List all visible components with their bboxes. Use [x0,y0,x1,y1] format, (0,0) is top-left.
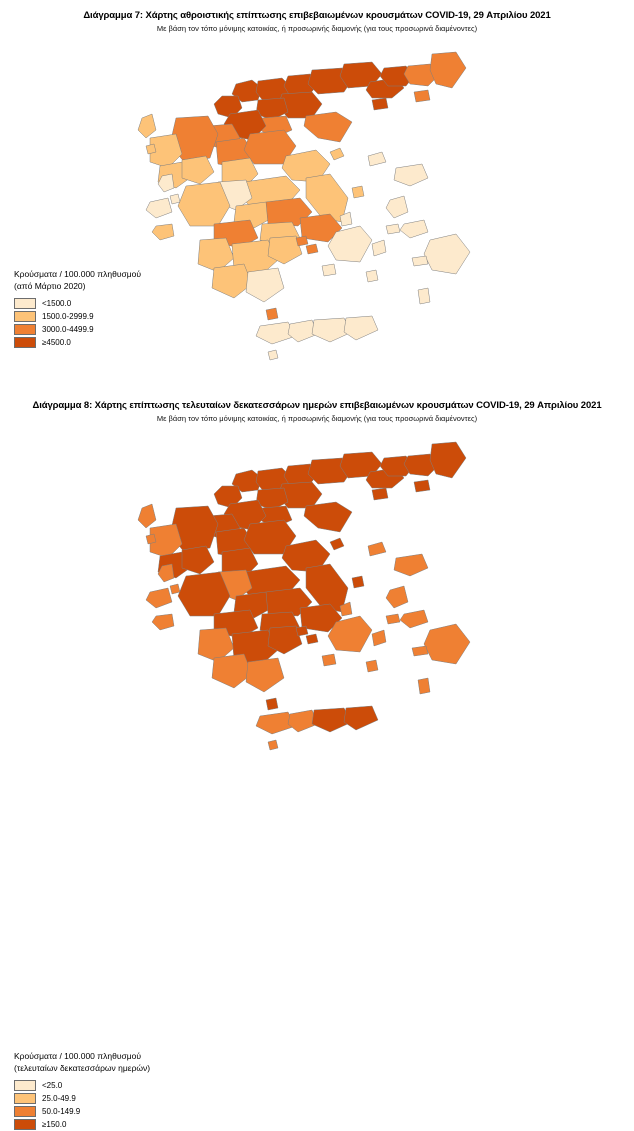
legend-label: <25.0 [42,1080,63,1090]
map-island [266,698,278,710]
map-island [322,654,336,666]
map-region [212,264,252,298]
map-panel-diagram-7 [0,0,634,390]
map-region [146,198,172,218]
map-island [368,152,386,166]
legend-swatch [14,337,36,348]
legend-label: 3000.0-4499.9 [42,324,94,334]
map-island [266,308,278,320]
legend-row [14,336,141,349]
choropleth-map-diagram-8 [0,416,634,768]
map-region [424,624,470,664]
legend-diagram-8 [14,1050,150,1131]
map-island [412,646,428,656]
legend-label: ≥150.0 [42,1119,67,1129]
legend-swatch [14,311,36,322]
panel-subtitle: Με βάση τον τόπο μόνιμης κατοικίας, ή προσωρινής διαμονής (για τους προσωρινά διαμένοντες) [156,24,478,33]
map-region [178,572,230,616]
map-region [344,706,378,730]
legend-label: ≥4500.0 [42,337,71,347]
map-island [414,480,430,492]
legend-diagram-7 [14,268,141,349]
legend-swatch [14,1080,36,1091]
map-island [386,614,400,624]
legend-swatch [14,1119,36,1130]
map-region [304,112,352,142]
map-island [146,144,156,154]
map-region [430,52,466,88]
map-island [412,256,428,266]
legend-items-2 [14,1079,150,1131]
map-region [146,588,172,608]
map-region [386,586,408,608]
map-region [212,654,252,688]
legend-title-line-2: (από Μάρτιο 2020) [14,281,86,291]
map-region [182,156,214,184]
greece-map-svg-2 [0,416,634,768]
legend-row [14,297,141,310]
page-title-2: Διάγραμμα 8: Χάρτης επίπτωσης τελευταίων δεκατεσσάρων ημερών επιβεβαιωμένων κρουσμάτων COVID-19, 29 Απριλίου 2021 [32,400,602,411]
map-island [368,542,386,556]
map-region [400,220,428,238]
map-region [394,164,428,186]
legend-row [14,1105,150,1118]
map-island [330,538,344,550]
map-region [394,554,428,576]
map-region [138,114,156,138]
map-island [372,630,386,646]
map-island [306,634,318,644]
legend-label: 50.0-149.9 [42,1106,81,1116]
map-island [268,350,278,360]
map-island [386,224,400,234]
legend-swatch [14,1106,36,1117]
legend-swatch [14,324,36,335]
legend-label: 25.0-49.9 [42,1093,76,1103]
legend-title-line-1: Κρούσματα / 100.000 πληθυσμού [14,269,141,279]
map-island [414,90,430,102]
map-island [418,678,430,694]
map-island [268,740,278,750]
legend-row [14,323,141,336]
legend-label: 1500.0-2999.9 [42,311,94,321]
legend-label: <1500.0 [42,298,72,308]
map-island [352,576,364,588]
map-island [418,288,430,304]
map-island [146,534,156,544]
map-island [322,264,336,276]
legend-title-line-1-2: Κρούσματα / 100.000 πληθυσμού [14,1051,141,1061]
legend-row [14,1079,150,1092]
map-island [306,244,318,254]
legend-items [14,297,141,349]
map-region [152,614,174,630]
map-island [296,236,308,246]
map-region [386,196,408,218]
map-region [430,442,466,478]
map-island [372,488,388,500]
legend-title-line-2-2: (τελευταίων δεκατεσσάρων ημερών) [14,1063,151,1073]
map-region [138,504,156,528]
legend-swatch [14,298,36,309]
panel-subtitle-2: Με βάση τον τόπο μόνιμης κατοικίας, ή προσωρινής διαμονής (για τους προσωρινά διαμένοντες) [156,414,478,423]
map-island [330,148,344,160]
map-island [372,240,386,256]
legend-swatch [14,1093,36,1104]
map-island [296,626,308,636]
map-island [366,270,378,282]
map-island [366,660,378,672]
legend-row [14,310,141,323]
map-region [400,610,428,628]
legend-row [14,1118,150,1131]
map-island [352,186,364,198]
map-region [424,234,470,274]
map-region [246,658,284,692]
map-region [182,546,214,574]
map-region [178,182,230,226]
page-title: Διάγραμμα 7: Χάρτης αθροιστικής επίπτωσης επιβεβαιωμένων κρουσμάτων COVID-19, 29 Απριλίου 2021 [83,10,551,21]
legend-row [14,1092,150,1105]
map-region [344,316,378,340]
map-region [152,224,174,240]
map-island [170,584,180,594]
map-region [304,502,352,532]
map-island [372,98,388,110]
map-island [170,194,180,204]
map-panel-diagram-8 [0,390,634,1129]
map-region [246,268,284,302]
